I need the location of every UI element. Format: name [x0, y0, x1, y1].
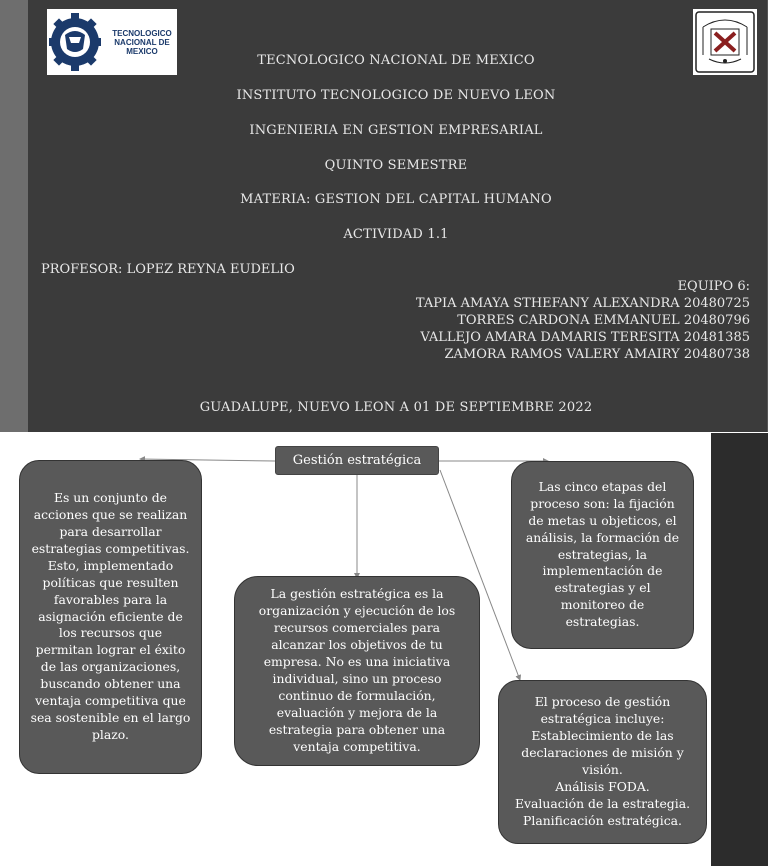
process-item: Establecimiento de las declaraciones de misión y visión.: [521, 728, 684, 777]
concept-text: La gestión estratégica es la organización y ejecución de los recursos comerciales para alcanzar los objetivos de tu empresa. No es una iniciativa individual, sino un proceso continuo de formulación, evaluación y mejora de la estrategia para obtener una ventaja competitiva.: [258, 586, 456, 754]
place-date-line: GUADALUPE, NUEVO LEON A 01 DE SEPTIEMBRE 2022: [199, 400, 593, 415]
center-title-node: Gestión estratégica: [275, 446, 439, 475]
semester-title: QUINTO SEMESTRE: [324, 158, 468, 173]
member-line: VALLEJO AMARA DAMARIS TERESITA 20481385: [420, 330, 750, 345]
concept-map-slide: [0, 432, 768, 866]
school-title: INSTITUTO TECNOLOGICO DE NUEVO LEON: [236, 88, 556, 103]
member-line: TORRES CARDONA EMMANUEL 20480796: [457, 313, 750, 328]
career-title: INGENIERIA EN GESTION EMPRESARIAL: [249, 123, 543, 138]
institution-title: TECNOLOGICO NACIONAL DE MEXICO: [257, 53, 535, 68]
member-line: TAPIA AMAYA STHEFANY ALEXANDRA 20480725: [415, 296, 750, 311]
member-line: ZAMORA RAMOS VALERY AMAIRY 20480738: [444, 347, 750, 362]
professor-line: PROFESOR: LOPEZ REYNA EUDELIO: [41, 262, 295, 277]
process-box: [498, 680, 707, 844]
definition-text: Es un conjunto de acciones que se realizan para desarrollar estrategias competitivas. Esto, implementado políticas que resulten favorables para la asignación eficiente de los recursos que permitan lograr el éxito de las organizaciones, buscando obtener una ventaja competitiva que sea sostenible en el largo plazo.: [30, 490, 191, 742]
process-item: Planificación estratégica.: [523, 812, 682, 828]
stages-text: Las cinco etapas del proceso son: la fijación de metas u objeticos, el análisis, la formación de estrategias, la implementación de estrategias y el monitoreo de estrategias.: [525, 478, 680, 630]
cover-slide: [0, 0, 768, 432]
definition-box: [19, 460, 202, 774]
subject-title: MATERIA: GESTION DEL CAPITAL HUMANO: [240, 192, 552, 207]
concept-box: [234, 576, 480, 766]
stages-box: [511, 461, 694, 649]
team-label: EQUIPO 6:: [677, 279, 750, 294]
tecnm-logo-text: TECNOLOGICO NACIONAL DE MEXICO: [112, 29, 172, 56]
process-intro: El proceso de gestión estratégica incluye:: [534, 694, 671, 727]
activity-title: ACTIVIDAD 1.1: [343, 227, 449, 242]
process-item: Evaluación de la estrategia.: [514, 795, 691, 811]
process-item: Análisis FODA.: [555, 778, 650, 794]
